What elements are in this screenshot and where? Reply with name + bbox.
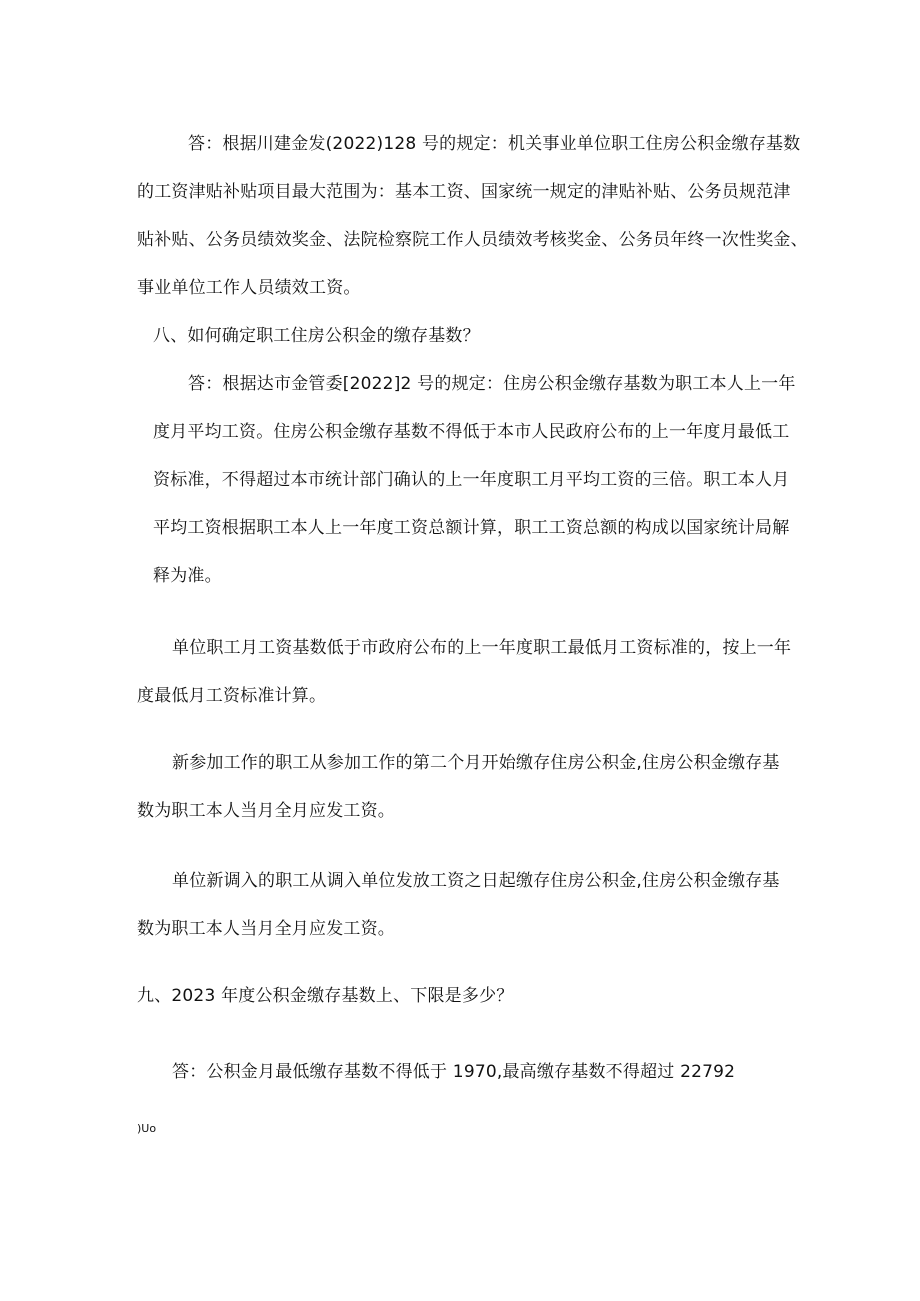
paragraph-line: 度最低月工资标准计算。 [137, 686, 327, 706]
paragraph-line: 资标准，不得超过本市统计部门确认的上一年度职工月平均工资的三倍。职工本人月 [153, 470, 790, 490]
paragraph-line: 单位新调入的职工从调入单位发放工资之日起缴存住房公积金,住房公积金缴存基 [172, 871, 780, 891]
paragraph-line: 数为职工本人当月全月应发工资。 [137, 801, 395, 821]
paragraph-line: 数为职工本人当月全月应发工资。 [137, 919, 395, 939]
paragraph-line: 单位职工月工资基数低于市政府公布的上一年度职工最低月工资标准的，按上一年 [172, 638, 792, 658]
paragraph-line: 事业单位工作人员绩效工资。 [137, 278, 361, 298]
paragraph-line: 答：根据川建金发(2022)128 号的规定：机关事业单位职工住房公积金缴存基数 [188, 134, 801, 154]
paragraph-line: 释为准。 [153, 566, 222, 586]
paragraph-line: 新参加工作的职工从参加工作的第二个月开始缴存住房公积金,住房公积金缴存基 [172, 753, 780, 773]
paragraph-line: 答：公积金月最低缴存基数不得低于 1970,最高缴存基数不得超过 22792 [172, 1062, 736, 1082]
paragraph-line: 度月平均工资。住房公积金缴存基数不得低于本市人民政府公布的上一年度月最低工 [153, 422, 790, 442]
paragraph-line: 贴补贴、公务员绩效奖金、法院检察院工作人员绩效考核奖金、公务员年终一次性奖金、 [137, 230, 808, 250]
paragraph-line: 答：根据达市金管委[2022]2 号的规定：住房公积金缴存基数为职工本人上一年 [188, 374, 796, 394]
stray-text: )Uo [137, 1122, 157, 1135]
section-heading-8: 八、如何确定职工住房公积金的缴存基数？ [153, 326, 480, 346]
paragraph-line: 平均工资根据职工本人上一年度工资总额计算，职工工资总额的构成以国家统计局解 [153, 518, 790, 538]
paragraph-line: 的工资津贴补贴项目最大范围为：基本工资、国家统一规定的津贴补贴、公务员规范津 [137, 182, 791, 202]
section-heading-9: 九、2023 年度公积金缴存基数上、下限是多少？ [137, 986, 514, 1006]
